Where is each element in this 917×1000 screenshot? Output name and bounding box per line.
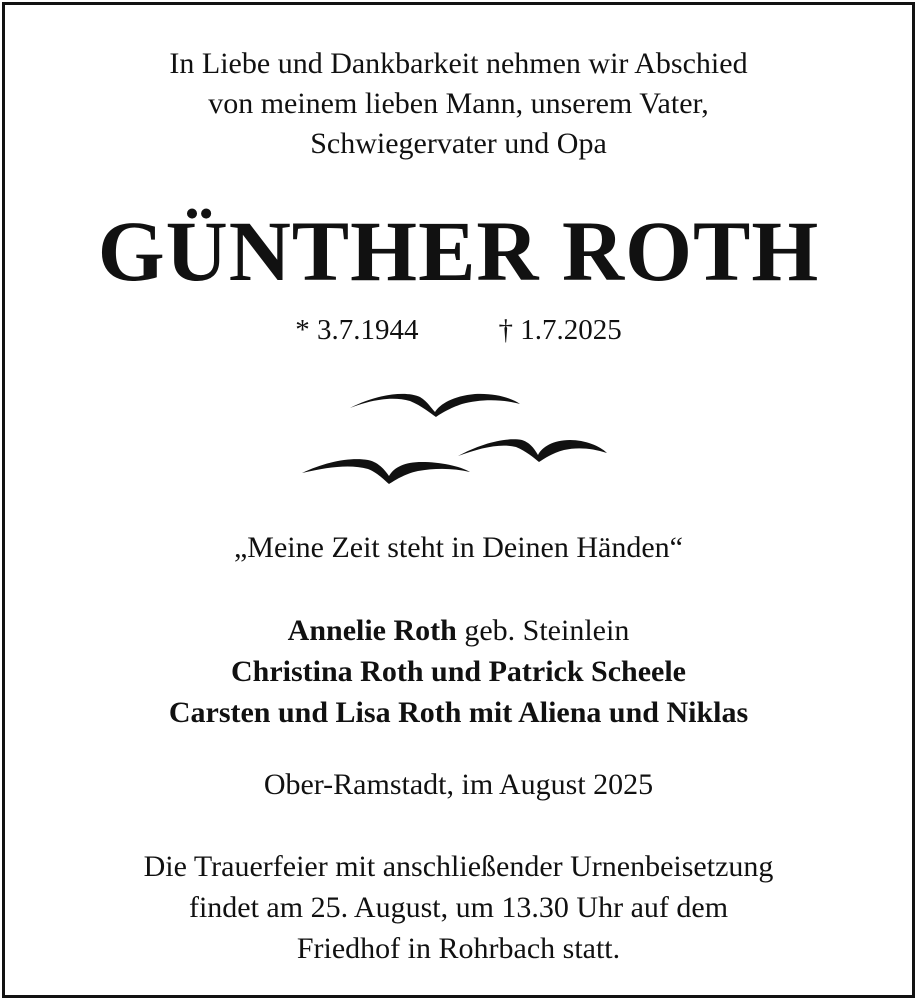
place-date: Ober-Ramstadt, im August 2025 [263,768,654,801]
ceremony-line: Die Trauerfeier mit anschließender Urnenbeisetzung [143,850,774,883]
ceremony-info [0,846,917,969]
bird-icon [458,439,607,462]
death-date: † 1.7.2025 [498,314,622,346]
family-line [0,692,917,733]
family-name-bold: Carsten und Lisa Roth mit Aliena und Niklas [168,696,749,729]
intro-line: von meinem lieben Mann, unserem Vater, [208,87,709,120]
birth-date: * 3.7.1944 [295,314,419,346]
intro-line: In Liebe und Dankbarkeit nehmen wir Abschied [169,47,748,80]
life-dates [0,310,917,350]
bird-icon [302,459,470,484]
family-name-bold: Annelie Roth [287,614,457,647]
bird-icon [350,394,520,417]
intro-text [0,44,917,164]
intro-line: Schwiegervater und Opa [310,127,607,160]
family-line [0,610,917,651]
ceremony-line: Friedhof in Rohrbach statt. [296,932,621,965]
ceremony-line: findet am 25. August, um 13.30 Uhr auf dem [188,891,729,924]
family-name-regular: geb. Steinlein [456,614,630,647]
family-list [0,610,917,733]
quote-text: „Meine Zeit steht in Deinen Händen“ [233,531,683,564]
deceased-name: GÜNTHER ROTH [97,203,820,299]
three-birds-icon [290,380,620,490]
family-line [0,651,917,692]
family-name-bold: Christina Roth und Patrick Scheele [230,655,686,688]
